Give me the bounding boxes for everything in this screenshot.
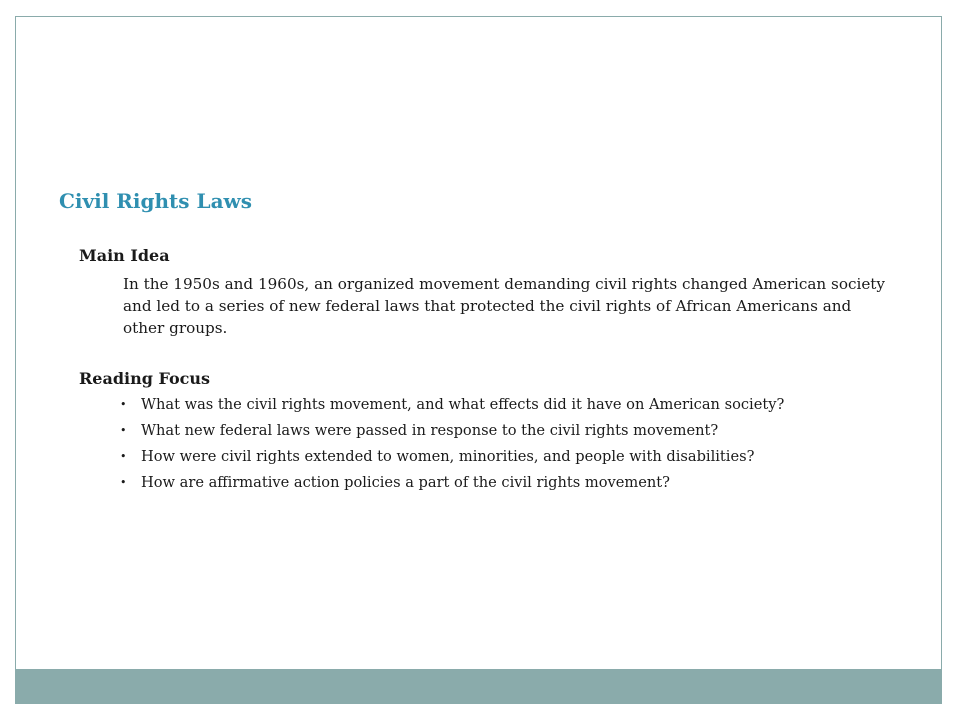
- reading-focus-item: [120, 422, 910, 440]
- bullet-icon: •: [120, 450, 127, 463]
- main-idea-heading: Main Idea: [79, 246, 170, 265]
- slide-title: Civil Rights Laws: [59, 189, 252, 213]
- reading-focus-heading: Reading Focus: [79, 369, 211, 388]
- reading-focus-item: [120, 474, 910, 492]
- reading-focus-item-text: How were civil rights extended to women, minorities, and people with disabilities?: [141, 448, 755, 465]
- bullet-icon: •: [120, 476, 127, 489]
- reading-focus-item: [120, 396, 910, 414]
- reading-focus-item-text: What new federal laws were passed in response to the civil rights movement?: [141, 422, 719, 439]
- reading-focus-item: [120, 448, 910, 466]
- footer-bar: [16, 669, 941, 703]
- bullet-icon: •: [120, 424, 127, 437]
- bullet-icon: •: [120, 398, 127, 411]
- reading-focus-list: [120, 396, 910, 500]
- main-idea-text: In the 1950s and 1960s, an organized movement demanding civil rights changed American society and led to a series of new federal laws that protected the civil rights of African Americans and other groups.: [123, 275, 885, 337]
- reading-focus-item-text: How are affirmative action policies a part of the civil rights movement?: [141, 474, 670, 491]
- slide: [15, 16, 942, 704]
- reading-focus-item-text: What was the civil rights movement, and what effects did it have on American society?: [141, 396, 785, 413]
